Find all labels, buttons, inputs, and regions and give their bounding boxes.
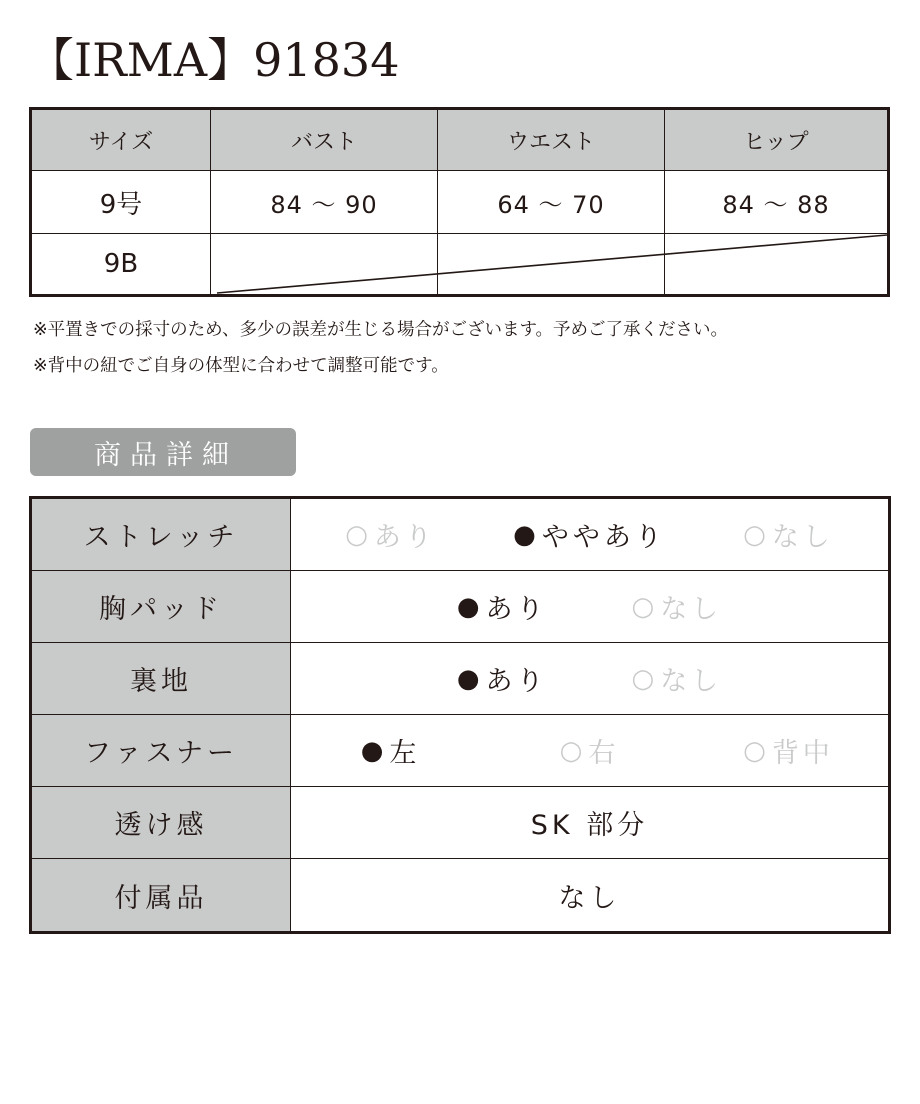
lining-options: [291, 659, 888, 698]
waist-cell: 64 ～ 70: [438, 171, 665, 234]
sheer-label: 透け感: [32, 787, 291, 859]
option: [291, 731, 490, 770]
stretch-label: ストレッチ: [32, 499, 291, 571]
size-cell: 9B: [32, 234, 211, 294]
radio-empty-icon: ○: [631, 663, 659, 694]
accessories-label: 付属品: [32, 859, 291, 931]
note-line: ※背中の紐でご自身の体型に合わせて調整可能です。: [33, 356, 449, 376]
stretch-value: [291, 499, 888, 571]
radio-empty-icon: ○: [631, 591, 659, 622]
size-header: サイズ: [32, 110, 211, 171]
bust-cell: [211, 234, 438, 294]
size-cell: 9号: [32, 171, 211, 234]
page-title: 【IRMA】91834: [28, 33, 400, 87]
waist-header: ウエスト: [438, 110, 665, 171]
option: [632, 659, 723, 698]
stretch-options: [291, 515, 888, 554]
hip-cell: 84 ～ 88: [665, 171, 887, 234]
radio-empty-icon: ○: [743, 519, 770, 550]
bust-cell: 84 ～ 90: [211, 171, 438, 234]
option-text: なし: [660, 594, 723, 625]
bust-pad-label: 胸パッド: [32, 571, 291, 643]
option-text: 右: [588, 738, 620, 769]
hip-header: ヒップ: [665, 110, 887, 171]
radio-filled-icon: ●: [456, 591, 484, 622]
option: [457, 587, 548, 626]
option: [490, 731, 689, 770]
fastener-label: ファスナー: [32, 715, 291, 787]
option-text: ややあり: [541, 522, 666, 553]
option: [632, 587, 723, 626]
option-text: なし: [771, 522, 834, 553]
waist-cell: [438, 234, 665, 294]
option: [291, 515, 490, 554]
bust-header: バスト: [211, 110, 438, 171]
option: [457, 659, 548, 698]
bust-pad-value: [291, 571, 888, 643]
option-text: なし: [660, 666, 723, 697]
accessories-value: なし: [558, 882, 621, 914]
radio-empty-icon: ○: [345, 519, 372, 550]
notes: [33, 312, 728, 384]
radio-empty-icon: ○: [559, 735, 587, 766]
lining-value: [291, 643, 888, 715]
option: [490, 515, 689, 554]
option: [689, 515, 888, 554]
option-text: 背中: [771, 738, 834, 769]
option-text: あり: [485, 594, 548, 625]
radio-filled-icon: ●: [360, 735, 388, 766]
sheer-value: SK 部分: [291, 787, 888, 859]
option-text: あり: [485, 666, 548, 697]
radio-filled-icon: ●: [513, 519, 540, 550]
detail-table: [29, 496, 891, 934]
fastener-options: [291, 731, 888, 770]
radio-empty-icon: ○: [743, 735, 770, 766]
fastener-value: [291, 715, 888, 787]
note-line: ※平置きでの採寸のため、多少の誤差が生じる場合がございます。予めご了承ください。: [33, 320, 729, 340]
section-label: 商品詳細: [30, 428, 296, 476]
size-table: [29, 107, 890, 297]
option-text: あり: [373, 522, 436, 553]
option: [689, 731, 888, 770]
option-text: 左: [389, 738, 421, 769]
bust-pad-options: [291, 587, 888, 626]
radio-filled-icon: ●: [456, 663, 484, 694]
lining-label: 裏地: [32, 643, 291, 715]
hip-cell: [665, 234, 887, 294]
